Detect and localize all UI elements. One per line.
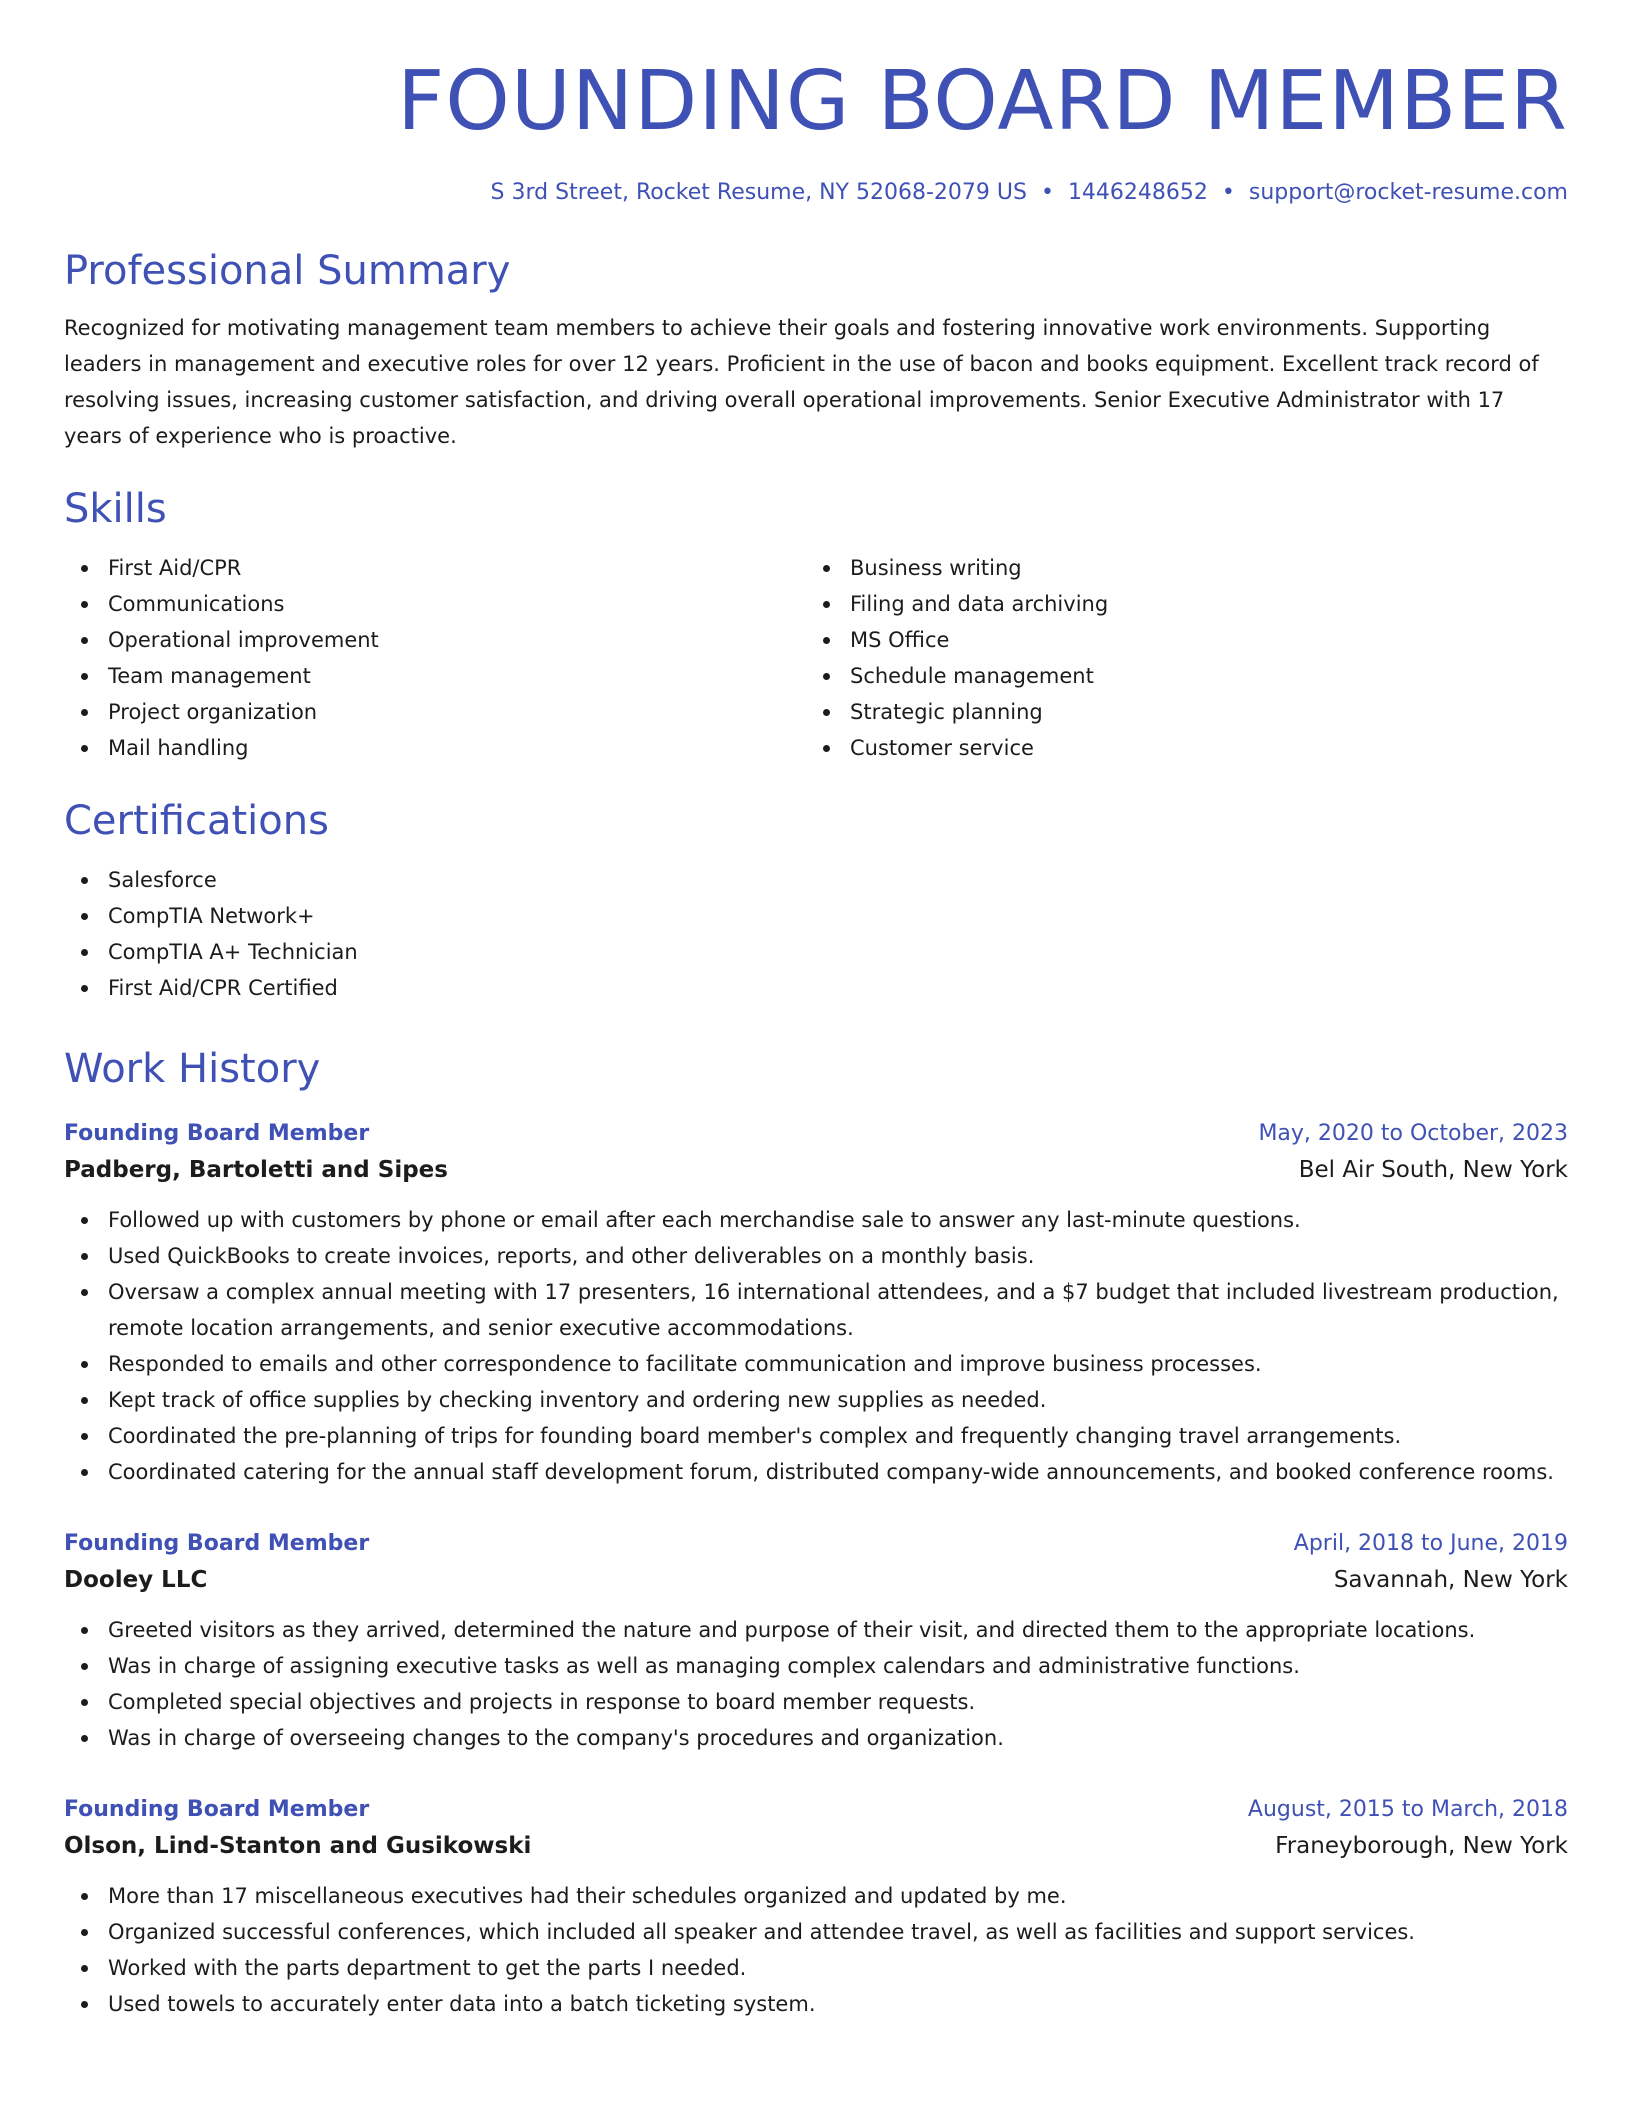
job-bullet: Completed special objectives and projects in response to board member requests. <box>64 1684 1568 1720</box>
job-bullet: Was in charge of overseeing changes to the company's procedures and organization. <box>64 1720 1568 1756</box>
certifications-heading: Certifications <box>64 798 329 844</box>
job-title-row <box>64 1794 1568 1826</box>
job-title: Founding Board Member <box>64 1797 370 1822</box>
job-dates: April, 2018 to June, 2019 <box>1293 1531 1568 1556</box>
job-entry <box>64 1794 1568 2022</box>
job-company: Padberg, Bartoletti and Sipes <box>64 1157 448 1183</box>
job-bullet: Was in charge of assigning executive tasks as well as managing complex calendars and administrative functions. <box>64 1648 1568 1684</box>
certifications-list <box>64 862 1568 1006</box>
job-bullets <box>64 1612 1568 1756</box>
skills-list-right <box>806 550 1548 766</box>
skill-item: First Aid/CPR <box>64 550 806 586</box>
job-bullets <box>64 1878 1568 2022</box>
contact-separator: • <box>1221 180 1235 205</box>
skill-item: Filing and data archiving <box>806 586 1548 622</box>
skill-item: Schedule management <box>806 658 1548 694</box>
contact-separator: • <box>1040 180 1054 205</box>
resume-header <box>64 0 1568 208</box>
job-bullet: Greeted visitors as they arrived, determined the nature and purpose of their visit, and directed them to the appropriate locations. <box>64 1612 1568 1648</box>
job-bullet: Kept track of office supplies by checking inventory and ordering new supplies as needed. <box>64 1382 1568 1418</box>
resume-page <box>64 0 1568 2022</box>
job-location: Savannah, New York <box>1333 1567 1568 1593</box>
job-company: Olson, Lind-Stanton and Gusikowski <box>64 1833 532 1859</box>
job-title-row <box>64 1528 1568 1560</box>
job-company-row <box>64 1150 1568 1190</box>
job-entry <box>64 1528 1568 1756</box>
certification-item: CompTIA A+ Technician <box>64 934 1568 970</box>
candidate-name: FOUNDING BOARD MEMBER <box>397 54 1568 149</box>
contact-line <box>64 178 1568 208</box>
job-bullet: More than 17 miscellaneous executives had their schedules organized and updated by me. <box>64 1878 1568 1914</box>
job-bullet: Responded to emails and other correspondence to facilitate communication and improve business processes. <box>64 1346 1568 1382</box>
job-company-row <box>64 1826 1568 1866</box>
job-bullet: Worked with the parts department to get the parts I needed. <box>64 1950 1568 1986</box>
summary-heading: Professional Summary <box>64 248 511 294</box>
job-bullet: Organized successful conferences, which included all speaker and attendee travel, as well as facilities and support services. <box>64 1914 1568 1950</box>
job-bullets <box>64 1202 1568 1490</box>
job-company: Dooley LLC <box>64 1567 208 1593</box>
job-location: Bel Air South, New York <box>1298 1157 1568 1183</box>
job-title: Founding Board Member <box>64 1121 370 1146</box>
job-dates: May, 2020 to October, 2023 <box>1258 1121 1568 1146</box>
skill-item: Project organization <box>64 694 806 730</box>
job-bullet: Used towels to accurately enter data into a batch ticketing system. <box>64 1986 1568 2022</box>
contact-address: S 3rd Street, Rocket Resume, NY 52068-2079 US <box>490 180 1027 205</box>
skill-item: Customer service <box>806 730 1548 766</box>
skill-item: Communications <box>64 586 806 622</box>
skill-item: MS Office <box>806 622 1548 658</box>
job-title-row <box>64 1118 1568 1150</box>
job-bullet: Followed up with customers by phone or email after each merchandise sale to answer any last-minute questions. <box>64 1202 1568 1238</box>
job-bullet: Used QuickBooks to create invoices, reports, and other deliverables on a monthly basis. <box>64 1238 1568 1274</box>
certification-item: Salesforce <box>64 862 1568 898</box>
skill-item: Business writing <box>806 550 1548 586</box>
work-history-heading: Work History <box>64 1046 321 1092</box>
contact-phone: 1446248652 <box>1067 180 1208 205</box>
job-company-row <box>64 1560 1568 1600</box>
skills-heading: Skills <box>64 486 167 532</box>
skill-item: Mail handling <box>64 730 806 766</box>
job-bullet: Oversaw a complex annual meeting with 17 presenters, 16 international attendees, and a $7 budget that included livestream production, remote location arrangements, and senior executive accommodations. <box>64 1274 1568 1346</box>
skill-item: Team management <box>64 658 806 694</box>
skill-item: Strategic planning <box>806 694 1548 730</box>
certification-item: First Aid/CPR Certified <box>64 970 1568 1006</box>
summary-text: Recognized for motivating management team members to achieve their goals and fostering innovative work environments. Supporting leaders in management and executive roles for over 12 years. Proficient in the use of bacon and books equipment. Excellent track record of resolving issues, increasing customer satisfaction, and driving overall operational improvements. Senior Executive Administrator with 17 years of experience who is proactive. <box>64 316 1539 448</box>
contact-email[interactable]: support@rocket-resume.com <box>1248 180 1568 205</box>
job-title: Founding Board Member <box>64 1531 370 1556</box>
job-dates: August, 2015 to March, 2018 <box>1247 1797 1568 1822</box>
job-bullet: Coordinated the pre-planning of trips for founding board member's complex and frequently changing travel arrangements. <box>64 1418 1568 1454</box>
certification-item: CompTIA Network+ <box>64 898 1568 934</box>
skills-list-left <box>64 550 806 766</box>
job-entry <box>64 1118 1568 1490</box>
skills-grid <box>64 550 1568 766</box>
skill-item: Operational improvement <box>64 622 806 658</box>
job-location: Franeyborough, New York <box>1275 1833 1568 1859</box>
job-bullet: Coordinated catering for the annual staff development forum, distributed company-wide announcements, and booked conference rooms. <box>64 1454 1568 1490</box>
